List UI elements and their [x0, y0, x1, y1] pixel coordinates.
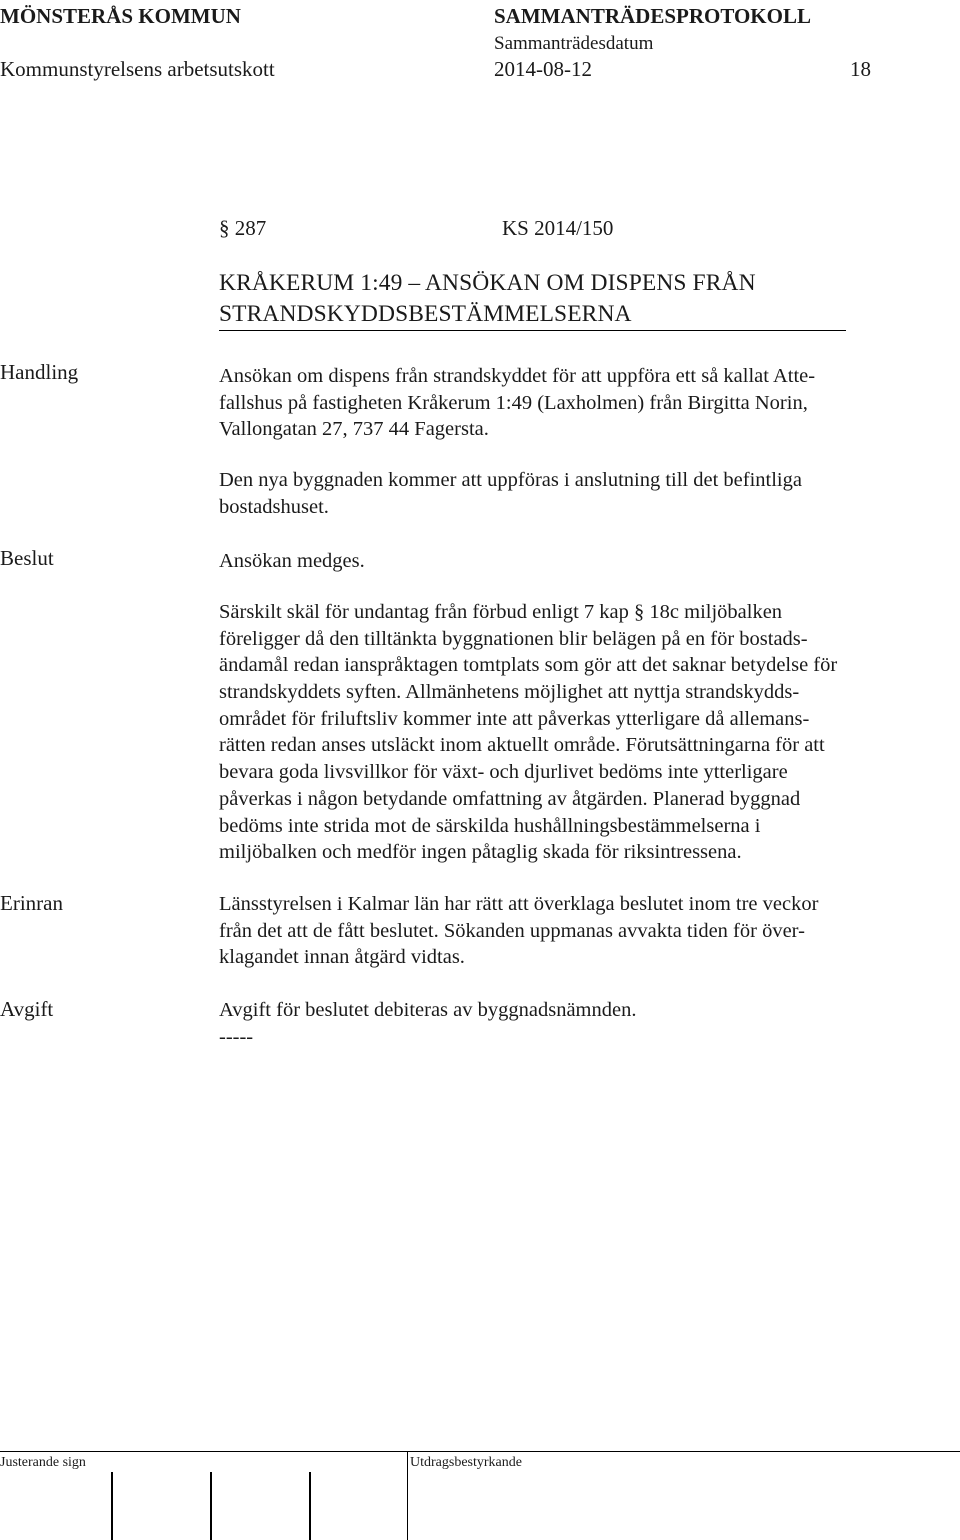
title-underline [219, 330, 846, 331]
signature-box-divider [210, 1472, 212, 1540]
label-avgift: Avgift [0, 997, 54, 1021]
page-number: 18 [850, 57, 871, 81]
handling-paragraph-1 [219, 363, 815, 443]
footer-divider [407, 1451, 408, 1540]
label-beslut: Beslut [0, 546, 54, 570]
case-number: KS 2014/150 [502, 216, 614, 240]
text-line: området för friluftsliv kommer inte att påverkas ytterligare då allemans- [219, 707, 810, 730]
signature-box-divider [309, 1472, 311, 1540]
text-line: från det att de fått beslutet. Sökanden uppmanas avvakta tiden för över- [219, 919, 805, 942]
text-line: Länsstyrelsen i Kalmar län har rätt att överklaga beslutet inom tre veckor [219, 893, 819, 915]
label-handling: Handling [0, 360, 79, 384]
text-line: ändamål redan ianspråktagen tomtplats som gör att det saknar betydelse för [219, 654, 838, 677]
avgift-text [219, 997, 636, 1050]
section-number: § 287 [219, 216, 267, 240]
text-line: Ansökan om dispens från strandskyddet för att uppföra ett så kallat Atte- [219, 365, 816, 387]
text-line: bedöms inte strida mot de särskilda hushållningsbestämmelserna i [219, 814, 761, 837]
decision-text [219, 548, 365, 575]
text-line: strandskyddets syften. Allmänhetens möjlighet att nyttja strandskydds- [219, 681, 800, 704]
text-line: bostadshuset. [219, 495, 329, 518]
footer-sign-label: Justerande sign [0, 1455, 86, 1470]
text-line: Särskilt skäl för undantag från förbud enligt 7 kap § 18c miljöbalken [219, 601, 783, 623]
footer-extract-label: Utdragsbestyrkande [410, 1455, 522, 1470]
text-line: klagandet innan åtgärd vidtas. [219, 946, 465, 969]
end-mark: ----- [219, 1025, 254, 1048]
text-line: Avgift för beslutet debiteras av byggnadsnämnden. [219, 999, 637, 1021]
signature-box-divider [111, 1472, 113, 1540]
document-type: SAMMANTRÄDESPROTOKOLL [494, 4, 811, 28]
org-name: MÖNSTERÅS KOMMUN [0, 4, 241, 28]
decision-reasoning [219, 599, 837, 866]
committee-name: Kommunstyrelsens arbetsutskott [0, 57, 275, 81]
text-line: rätten redan anses utsläckt inom aktuellt område. Förutsättningarna för att [219, 734, 825, 757]
date-label: Sammanträdesdatum [494, 33, 654, 54]
erinran-text [219, 891, 818, 971]
meeting-date: 2014-08-12 [494, 57, 592, 81]
item-title-line-1: KRÅKERUM 1:49 – ANSÖKAN OM DISPENS FRÅN [219, 270, 756, 296]
text-line: påverkas i någon betydande omfattning av åtgärden. Planerad byggnad [219, 787, 801, 810]
text-line: föreligger då den tilltänkta byggnationen blir belägen på en för bostads- [219, 627, 808, 650]
text-line: Vallongatan 27, 737 44 Fagersta. [219, 418, 489, 441]
footer-top-rule [0, 1451, 960, 1452]
item-title-line-2: STRANDSKYDDSBESTÄMMELSERNA [219, 301, 632, 327]
handling-paragraph-2 [219, 467, 802, 520]
text-line: Den nya byggnaden kommer att uppföras i anslutning till det befintliga [219, 469, 802, 491]
label-erinran: Erinran [0, 891, 63, 915]
text-line: fallshus på fastigheten Kråkerum 1:49 (Laxholmen) från Birgitta Norin, [219, 391, 808, 414]
text-line: bevara goda livsvillkor för växt- och djurlivet bedöms inte ytterligare [219, 761, 788, 784]
text-line: miljöbalken och medför ingen påtaglig skada för riksintressena. [219, 841, 742, 864]
text-line: Ansökan medges. [219, 550, 365, 572]
